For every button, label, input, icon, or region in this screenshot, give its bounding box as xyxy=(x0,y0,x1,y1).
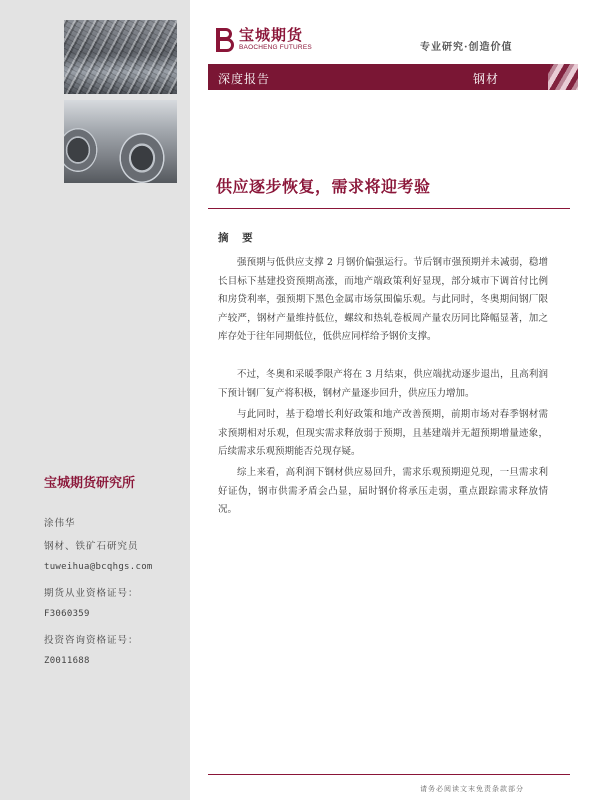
company-name-en: BAOCHENG FUTURES xyxy=(239,44,312,52)
footer-disclaimer: 请务必阅读文末免责条款部分 xyxy=(420,785,524,793)
slogan: 专业研究·创造价值 xyxy=(420,42,513,53)
futures-cert-label: 期货从业资格证号： xyxy=(44,588,139,599)
report-title: 供应逐步恢复，需求将迎考验 xyxy=(216,177,431,196)
company-logo xyxy=(214,28,312,52)
title-divider xyxy=(208,208,570,209)
report-type: 深度报告 xyxy=(218,72,271,86)
abstract-paragraph: 强预期与低供应支撑 2 月钢价偏强运行。节后钢市强预期并未减弱，稳增长目标下基建投资预期高涨，而地产端政策利好显现，部分城市下调首付比例和房贷利率，强预期下黑色金属市场氛围偏乐观。与此同时，冬奥期间钢厂限产较严，钢材产量维持低位，螺纹和热轧卷板周产量农历同比降幅显著，加之库存处于往年同期低位，低供应同样给予钢价支撑。 xyxy=(218,257,548,342)
abstract-paragraph: 与此同时，基于稳增长利好政策和地产改善预期，前期市场对春季钢材需求预期相对乐观，但现实需求释放弱于预期，且基建端并无超预期增量迹象，后续需求乐观预期能否兑现存疑。 xyxy=(218,409,548,457)
invest-cert-label: 投资咨询资格证号： xyxy=(44,635,139,646)
rebar-photo xyxy=(64,20,177,94)
banner-stripes xyxy=(548,64,578,90)
abstract-paragraph: 不过，冬奥和采暖季限产将在 3 月结束，供应端扰动逐步退出，且高利润下预计钢厂复产将积极，钢材产量逐步回升，供应压力增加。 xyxy=(218,369,548,399)
abstract-heading: 摘 要 xyxy=(218,232,258,244)
abstract-paragraph: 综上来看，高利润下钢材供应易回升，需求乐观预期迎兑现，一旦需求利好证伪，钢市供需矛盾会凸显，届时钢价将承压走弱，重点跟踪需求释放情况。 xyxy=(218,467,548,515)
invest-cert-number: Z0011688 xyxy=(44,656,90,666)
company-name-cn: 宝城期货 xyxy=(239,26,304,45)
analyst-email[interactable]: tuweihua@bcqhgs.com xyxy=(44,562,153,572)
analyst-role: 钢材、铁矿石研究员 xyxy=(44,541,139,552)
footer-divider xyxy=(208,774,570,775)
report-sector: 钢材 xyxy=(473,72,500,86)
analyst-name: 涂伟华 xyxy=(44,518,76,529)
logo-mark-icon xyxy=(214,28,236,52)
institute-name: 宝城期货研究所 xyxy=(44,476,136,491)
futures-cert-number: F3060359 xyxy=(44,609,90,619)
steel-coil-photo xyxy=(64,100,177,183)
